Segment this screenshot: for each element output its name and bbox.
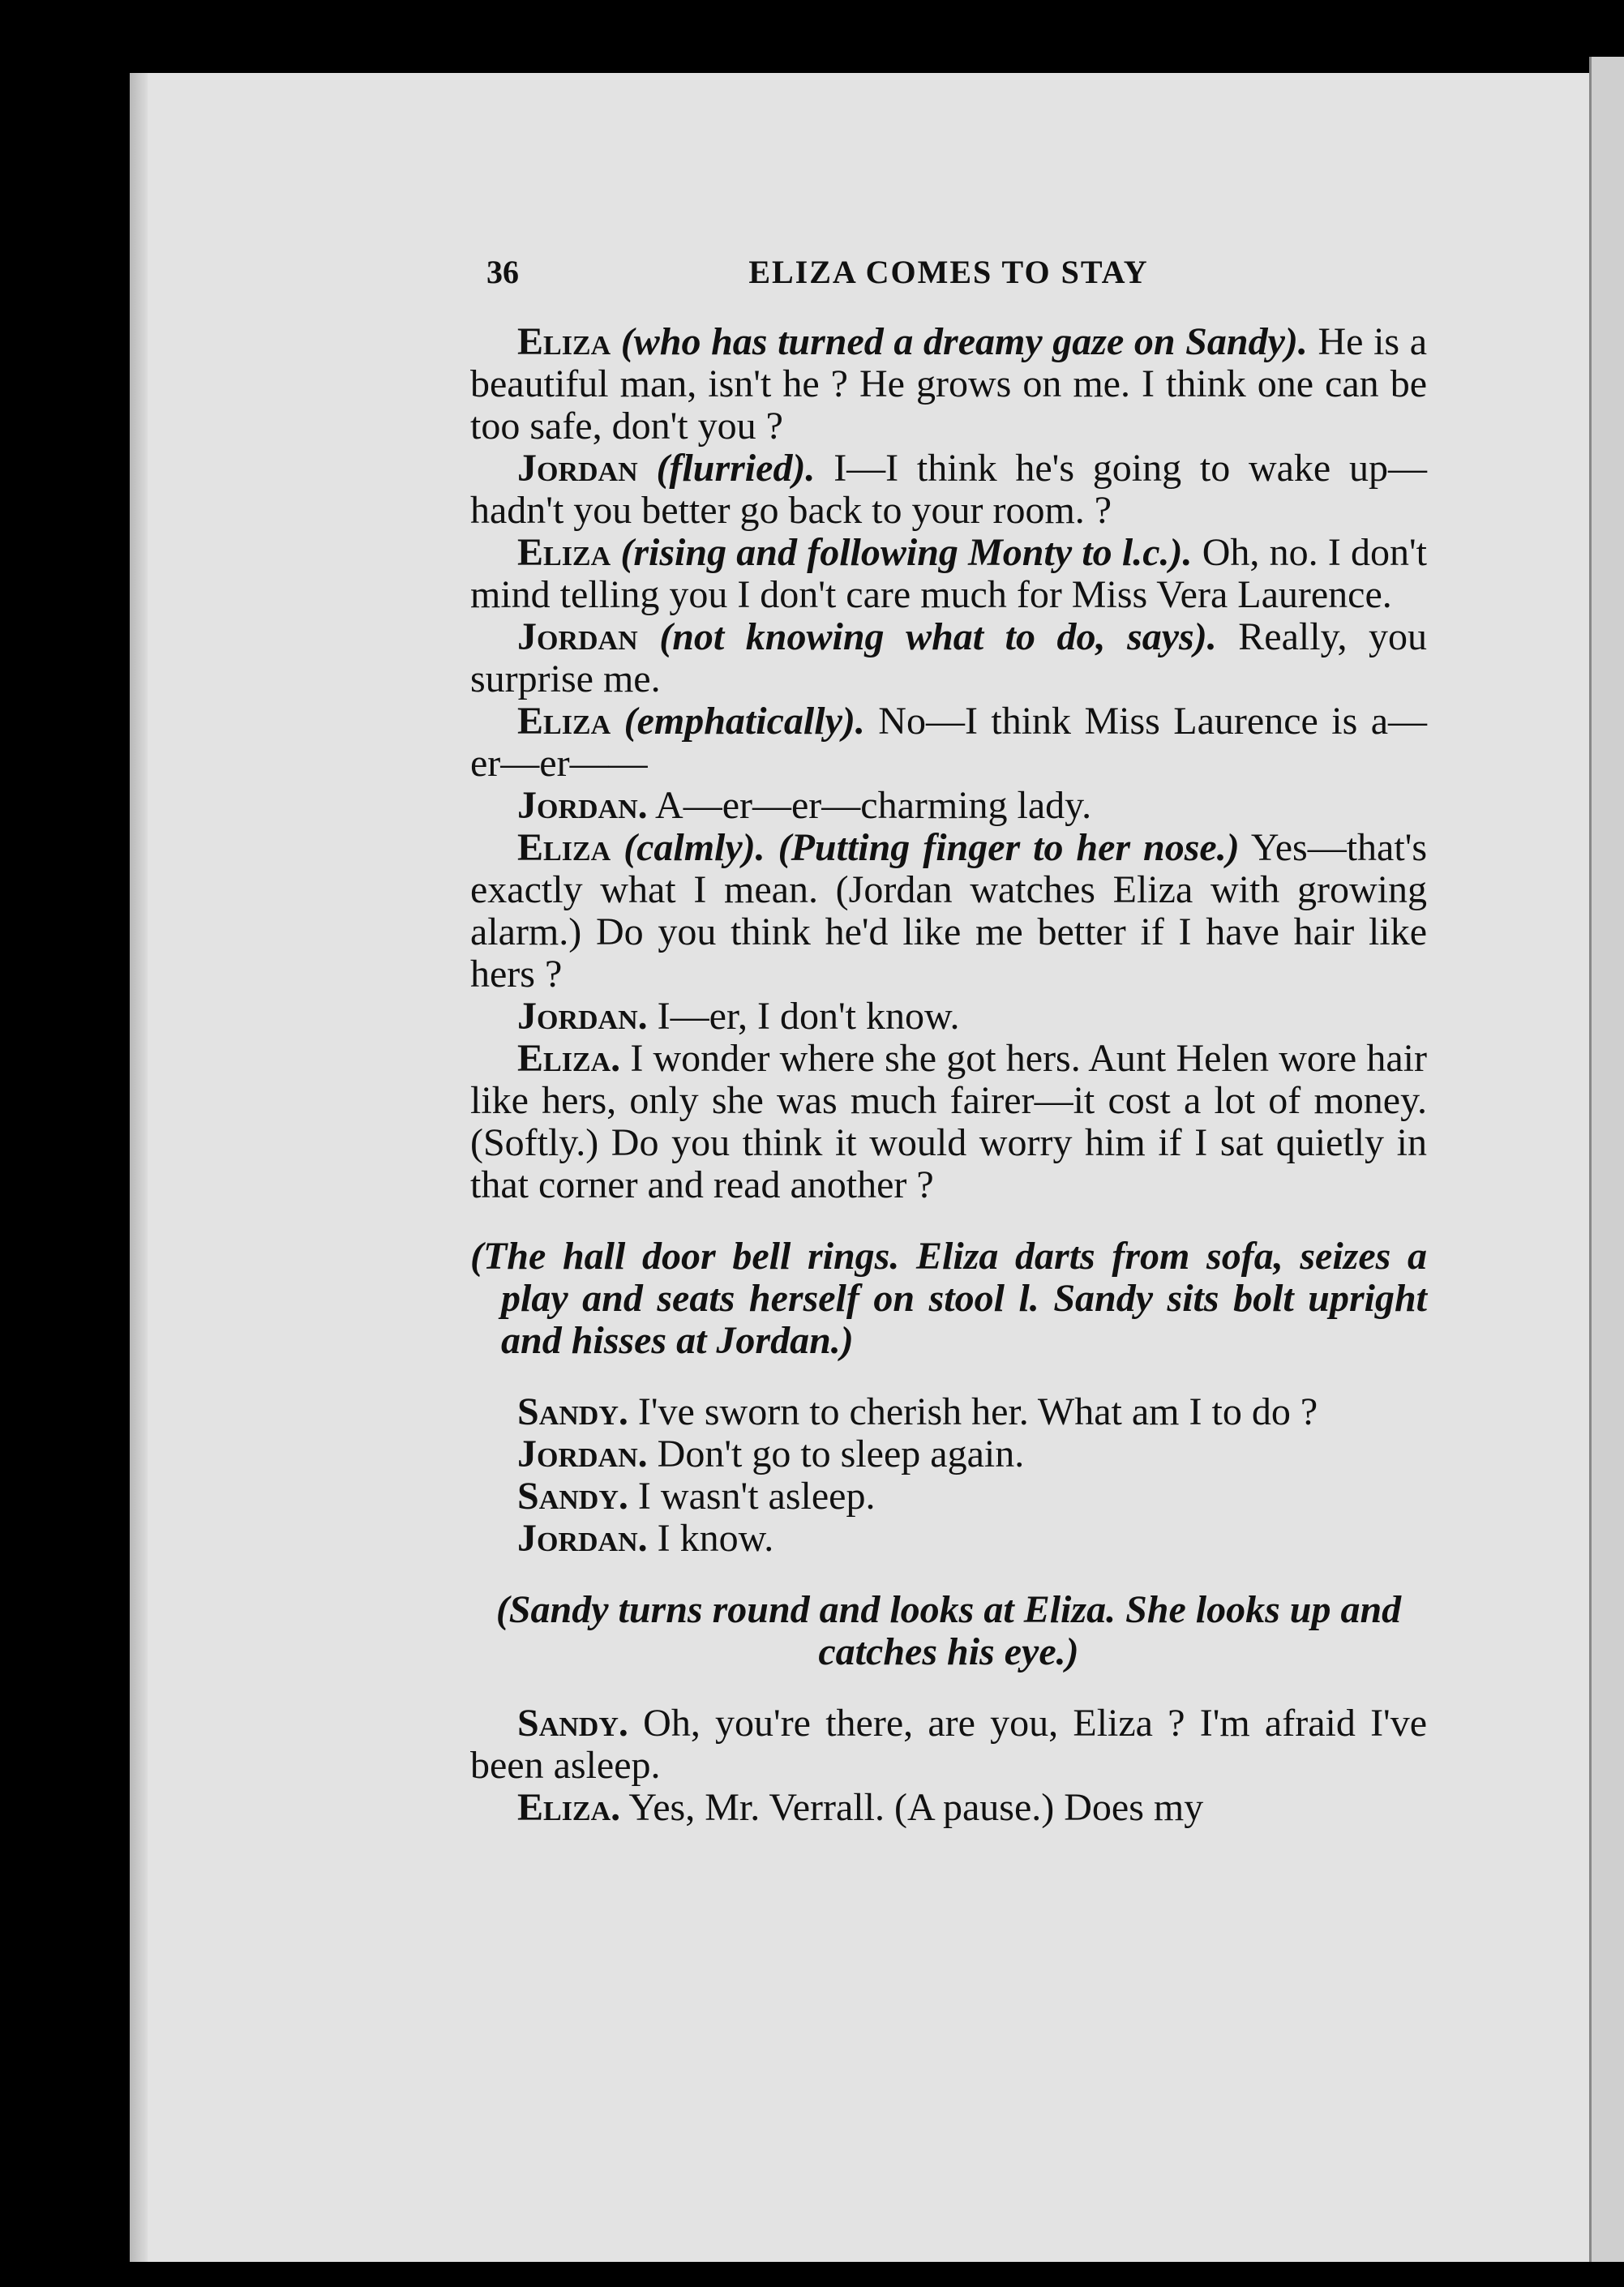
- speaker-name: Eliza: [517, 531, 611, 574]
- stage-direction: (emphatically).: [623, 700, 865, 743]
- stage-direction-block: (Sandy turns round and looks at Eliza. She looks up and catches his eye.): [495, 1588, 1402, 1673]
- speech-text: Don't go to sleep again.: [657, 1433, 1025, 1475]
- stage-direction: (who has turned a dreamy gaze on Sandy).: [620, 320, 1308, 363]
- speech-paragraph: [470, 700, 1427, 785]
- facing-page-edge: [1589, 57, 1624, 2262]
- speech-paragraph: [470, 321, 1427, 448]
- speech-paragraph: [470, 1518, 1427, 1560]
- speech-paragraph: [470, 785, 1427, 827]
- speech-text: I know.: [657, 1517, 774, 1560]
- speaker-name: Eliza.: [517, 1786, 621, 1829]
- speaker-name: Jordan: [517, 615, 638, 658]
- running-title: ELIZA COMES TO STAY: [748, 254, 1149, 290]
- speech-paragraph: [470, 1038, 1427, 1206]
- speech-paragraph: [470, 1787, 1427, 1829]
- speech-text: Really, you surprise me.: [470, 615, 1428, 700]
- speech-paragraph: [470, 448, 1427, 532]
- speech-paragraph: [470, 827, 1427, 996]
- speech-text: Yes—that's exactly what I mean. (Jordan watches Eliza with growing alarm.) Do you think he'd like me better if I have hair like hers ?: [470, 826, 1428, 996]
- speech-paragraph: [470, 616, 1427, 700]
- speech-text: I wonder where she got hers. Aunt Helen wore hair like hers, only she was much fairer—it cost a lot of money. (Softly.) Do you think it would worry him if I sat quietly in that corner and read another ?: [470, 1037, 1427, 1206]
- speech-text: No—I think Miss Laurence is a—er—er——: [470, 700, 1428, 785]
- speech-text: Oh, you're there, are you, Eliza ? I'm afraid I've been asleep.: [470, 1702, 1428, 1787]
- speaker-name: Eliza: [517, 826, 611, 869]
- speaker-name: Eliza: [517, 700, 611, 743]
- speaker-name: Sandy.: [517, 1702, 628, 1745]
- speaker-name: Eliza: [517, 320, 611, 363]
- speaker-name: Sandy.: [517, 1475, 628, 1518]
- speaker-name: Jordan.: [517, 1433, 648, 1475]
- speech-paragraph: [470, 1433, 1427, 1475]
- speech-text: Yes, Mr. Verrall. (A pause.) Does my: [628, 1786, 1204, 1829]
- speaker-name: Jordan.: [517, 784, 648, 827]
- speech-paragraph: [470, 1475, 1427, 1518]
- speaker-name: Jordan.: [517, 1517, 648, 1560]
- page-content: [470, 251, 1427, 1829]
- speaker-name: Sandy.: [517, 1390, 628, 1433]
- speech-paragraph: [470, 996, 1427, 1038]
- speech-text: A—er—er—charming lady.: [655, 784, 1092, 827]
- running-header: [470, 251, 1427, 297]
- speech-paragraph: [470, 532, 1427, 616]
- speech-text: I—I think he's going to wake up—hadn't you better go back to your room. ?: [470, 447, 1427, 532]
- stage-direction: (not knowing what to do, says).: [659, 615, 1217, 658]
- speech-paragraph: [470, 1391, 1427, 1433]
- speaker-name: Jordan.: [517, 995, 648, 1038]
- speech-text: I've sworn to cherish her. What am I to do ?: [637, 1390, 1318, 1433]
- speech-text: I—er, I don't know.: [657, 995, 960, 1038]
- speech-text: I wasn't asleep.: [637, 1475, 876, 1518]
- speaker-name: Jordan: [517, 447, 638, 490]
- play-text: [470, 321, 1427, 1829]
- book-spine: [130, 73, 148, 2262]
- speaker-name: Eliza.: [517, 1037, 621, 1080]
- page-number: 36: [486, 254, 519, 290]
- speech-text: Oh, no. I don't mind telling you I don't care much for Miss Vera Laurence.: [470, 531, 1427, 616]
- speech-text: He is a beautiful man, isn't he ? He grows on me. I think one can be too safe, don't you ?: [470, 320, 1428, 448]
- stage-direction-block: (The hall door bell rings. Eliza darts from sofa, seizes a play and seats herself on stool l. Sandy sits bolt upright and hisses at Jordan.): [470, 1235, 1427, 1362]
- stage-direction: (flurried).: [656, 447, 816, 490]
- stage-direction: (rising and following Monty to l.c.).: [620, 531, 1193, 574]
- speech-paragraph: [470, 1702, 1427, 1787]
- stage-direction: (calmly). (Putting finger to her nose.): [623, 826, 1240, 869]
